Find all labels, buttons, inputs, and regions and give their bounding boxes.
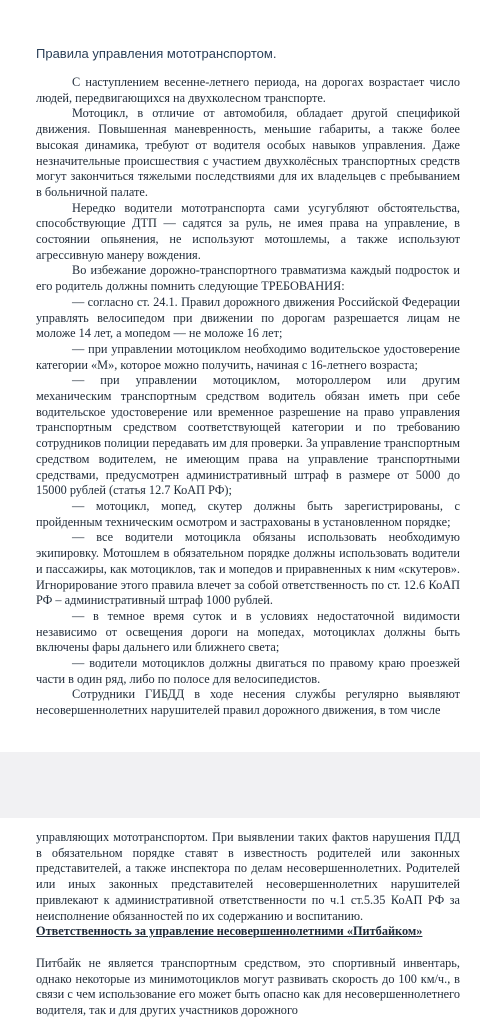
requirement-item: — все водители мотоцикла обязаны использовать необходимую экипировку. Мотошлем в обязательном порядке должны использовать водители и пассажиры, как мотоциклов, так и мопедов и приравненных к ним «скутеров». Игнорирование этого правила влечет за собой ответственность по ст. 12.6 КоАП РФ – административный штраф 1000 рублей. (36, 530, 460, 608)
requirement-item: — водители мотоциклов должны двигаться по правому краю проезжей части в один ряд, либо по полосе для велосипедистов. (36, 656, 460, 686)
requirement-item: — согласно ст. 24.1. Правил дорожного движения Российской Федерации управлять велосипедом при движении по дорогам разрешается лицам не моложе 14 лет, а мопедом — не моложе 16 лет; (36, 294, 460, 341)
paragraph: Мотоцикл, в отличие от автомобиля, обладает другой спецификой движения. Повышенная маневренность, меньшие габариты, а также более высокая динамика, требуют от водителя особых навыков управления. Даже незначительные происшествия с участием двухколёсных транспортных средств могут закончиться тяжелыми последствиями для их владельцев с пребыванием в больничной палате. (36, 106, 460, 199)
page-separator (0, 752, 480, 818)
paragraph: С наступлением весенне-летнего периода, на дорогах возрастает число людей, передвигающихся на двухколесном транспорте. (36, 75, 460, 105)
page2-body (36, 830, 460, 1019)
section-heading: Ответственность за управление несовершеннолетними «Питбайком» (36, 924, 423, 939)
document-title: Правила управления мототранспортом. (36, 46, 277, 61)
requirement-item: — при управлении мотоциклом, мотороллером или другим механическим транспортным средством водитель обязан иметь при себе водительское удостоверение или временное разрешение на право управления транспортным средством соответствующей категории и по требованию сотрудников полиции передавать им для проверки. За управление транспортным средством водителем, не имеющим права на управление транспортными средствами, предусмотрен административный штраф в размере от 5000 до 15000 рублей (статья 12.7 КоАП РФ); (36, 373, 460, 498)
requirement-item: — в темное время суток и в условиях недостаточной видимости независимо от освещения дороги на мопедах, мотоциклах должны быть включены фары дальнего или ближнего света; (36, 608, 460, 655)
requirement-item: — мотоцикл, мопед, скутер должны быть зарегистрированы, с пройденным техническим осмотром и застрахованы в установленном порядке; (36, 498, 460, 529)
requirement-item: — при управлении мотоциклом необходимо водительское удостоверение категории «М», которое можно получить, начиная с 16-летнего возраста; (36, 341, 460, 372)
paragraph-continuation: управляющих мототранспортом. При выявлении таких фактов нарушения ПДД в обязательном порядке ставят в известность родителей или законных представителей, а также инспектора по делам несовершеннолетних. Родителей или иных законных представителей несовершеннолетних нарушителей привлекают к административной ответственности по ч.1 ст.5.35 КоАП РФ за неисполнение обязанностей по их содержанию и воспитанию. (36, 830, 460, 923)
paragraph: Нередко водители мототранспорта сами усугубляют обстоятельства, способствующие ДТП — садятся за руль, не имея права на управление, в состоянии опьянения, не используют мотошлемы, а также используют агрессивную манеру вождения. (36, 200, 460, 262)
paragraph: Во избежание дорожно-транспортного травматизма каждый подросток и его родитель должны помнить следующие ТРЕБОВАНИЯ: (36, 263, 460, 294)
page1-body (36, 75, 460, 719)
paragraph: Сотрудники ГИБДД в ходе несения службы регулярно выявляют несовершеннолетних нарушителей правил дорожного движения, в том числе (36, 687, 460, 718)
paragraph: Питбайк не является транспортным средством, это спортивный инвентарь, однако некоторые из минимотоциклов могут развивать скорость до 100 км/ч., в связи с чем использование его может быть опасно как для несовершеннолетнего водителя, так и для других участников дорожного (36, 955, 460, 1018)
